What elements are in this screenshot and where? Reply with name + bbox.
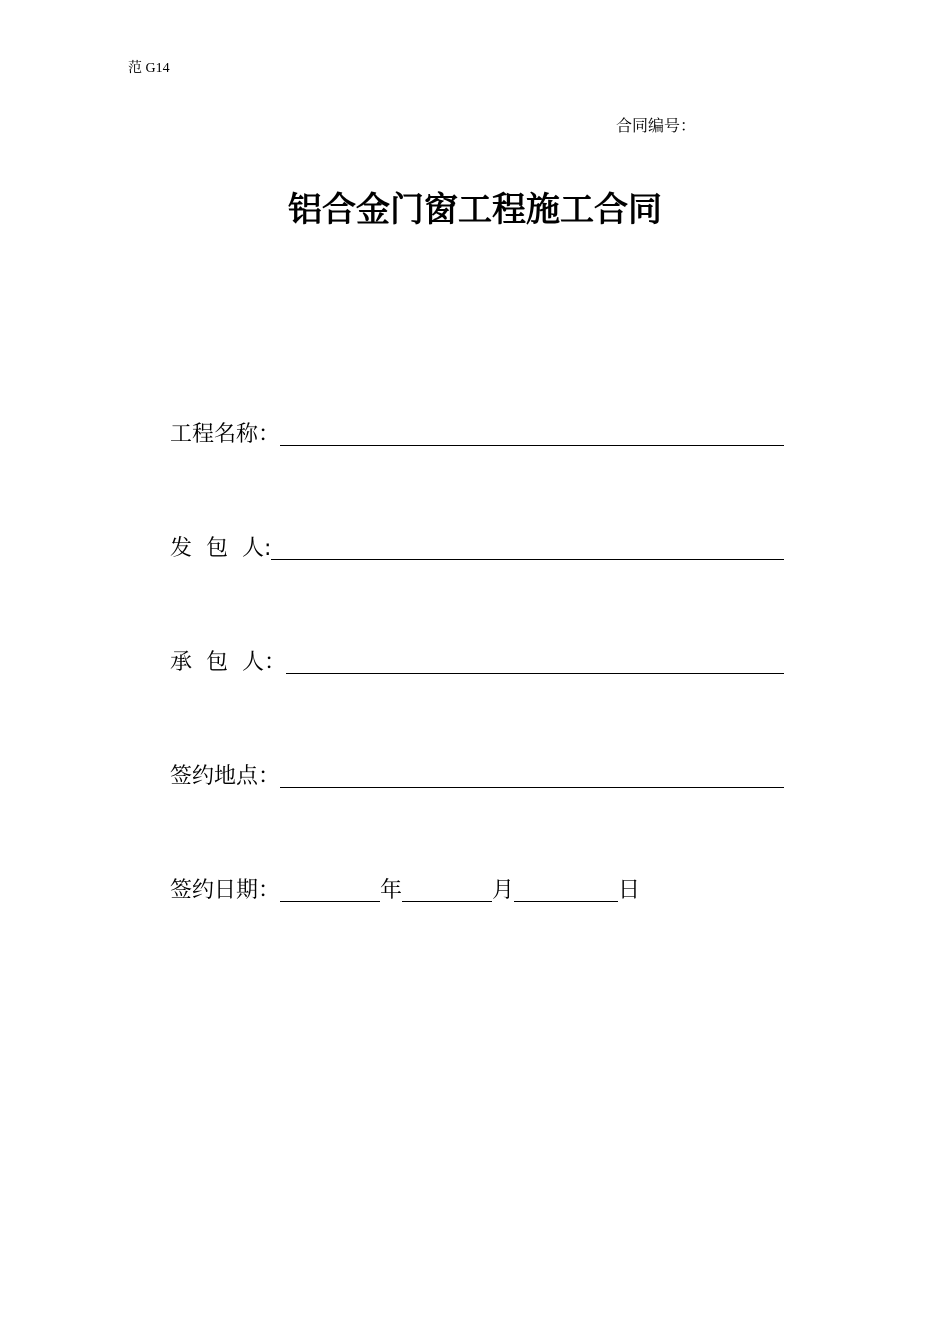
year-blank[interactable] — [280, 877, 380, 902]
document-title: 铝合金门窗工程施工合同 — [288, 190, 662, 230]
project-name-blank[interactable] — [280, 421, 784, 446]
contractor-label: 承 包 人： — [170, 650, 286, 675]
signing-place-blank[interactable] — [280, 763, 784, 788]
month-unit: 月 — [492, 878, 515, 903]
template-code: 范 G14 — [128, 61, 170, 76]
year-unit: 年 — [380, 878, 403, 903]
employer-label: 发 包 人: — [170, 536, 272, 561]
field-signing-place — [170, 760, 784, 790]
field-project-name — [170, 418, 784, 448]
contractor-blank[interactable] — [286, 649, 784, 674]
signing-date-label: 签约日期： — [170, 878, 281, 903]
employer-blank[interactable] — [271, 535, 784, 560]
day-unit: 日 — [618, 878, 641, 903]
month-blank[interactable] — [402, 877, 492, 902]
field-contractor — [170, 646, 784, 676]
field-signing-date — [170, 874, 784, 904]
day-blank[interactable] — [514, 877, 618, 902]
contract-number-label: 合同编号： — [616, 116, 697, 135]
project-name-label: 工程名称： — [170, 422, 281, 447]
field-employer — [170, 532, 784, 562]
signing-place-label: 签约地点： — [170, 764, 281, 789]
